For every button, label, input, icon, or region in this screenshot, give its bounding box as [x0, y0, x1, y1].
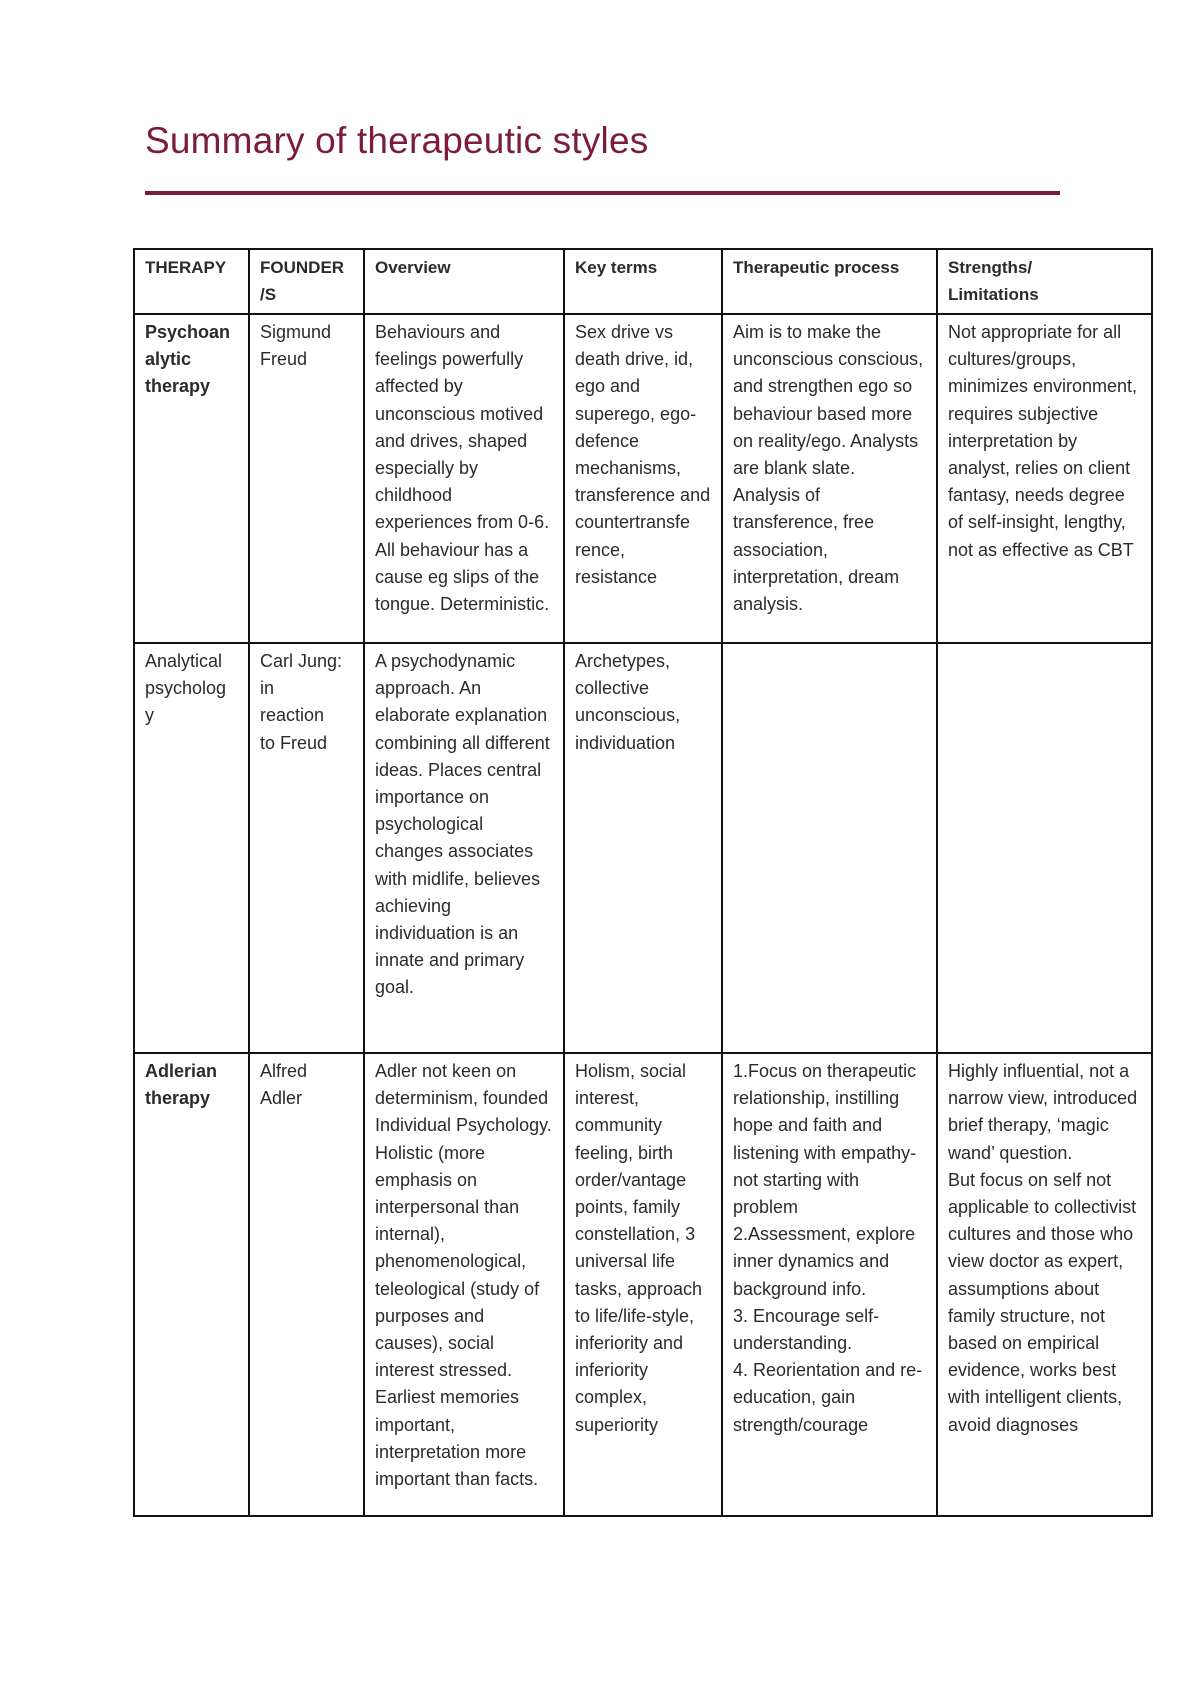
key-terms-cell: Holism, social interest, community feeling, birth order/vantage points, family constellation, 3 universal life tasks, approach to life/life-style, inferiority and inferiority complex, superiority [564, 1053, 722, 1516]
table-row [134, 643, 1152, 1053]
table-header-row [134, 249, 1152, 314]
key-terms-cell: Archetypes, collective unconscious, individuation [564, 643, 722, 1053]
strengths-cell: Not appropriate for all cultures/groups, minimizes environment, requires subjective interpretation by analyst, relies on client fantasy, needs degree of self-insight, lengthy, not as effective as CBT [937, 314, 1152, 643]
header-overview: Overview [364, 249, 564, 314]
founder-cell: Carl Jung: in reaction to Freud [249, 643, 364, 1053]
table-row [134, 314, 1152, 643]
overview-cell: Behaviours and feelings powerfully affected by unconscious motived and drives, shaped especially by childhood experiences from 0-6. All behaviour has a cause eg slips of the tongue. Deterministic. [364, 314, 564, 643]
header-therapy: THERAPY [134, 249, 249, 314]
table-row [134, 1053, 1152, 1516]
strengths-cell [937, 643, 1152, 1053]
therapy-summary-table [133, 248, 1153, 1517]
process-cell [722, 643, 937, 1053]
process-cell: Aim is to make the unconscious conscious, and strengthen ego so behaviour based more on reality/ego. Analysts are blank slate. Analysis of transference, free association, interpretation, dream analysis. [722, 314, 937, 643]
therapy-cell: Analytical psycholog y [134, 643, 249, 1053]
title-divider [145, 191, 1060, 195]
therapy-cell: Adlerian therapy [134, 1053, 249, 1516]
header-strengths-limitations: Strengths/ Limitations [937, 249, 1152, 314]
founder-cell: Sigmund Freud [249, 314, 364, 643]
founder-cell: Alfred Adler [249, 1053, 364, 1516]
therapy-cell: Psychoan alytic therapy [134, 314, 249, 643]
overview-cell: Adler not keen on determinism, founded Individual Psychology. Holistic (more emphasis on interpersonal than internal), phenomenological, teleological (study of purposes and causes), social interest stressed. Earliest memories important, interpretation more important than facts. [364, 1053, 564, 1516]
key-terms-cell: Sex drive vs death drive, id, ego and superego, ego-defence mechanisms, transference and countertransfe rence, resistance [564, 314, 722, 643]
page-title: Summary of therapeutic styles [145, 120, 649, 161]
header-therapeutic-process: Therapeutic process [722, 249, 937, 314]
process-cell: 1.Focus on therapeutic relationship, instilling hope and faith and listening with empathy- not starting with problem 2.Assessment, explore inner dynamics and background info. 3. Encourage self-understanding. 4. Reorientation and re-education, gain strength/courage [722, 1053, 937, 1516]
header-key-terms: Key terms [564, 249, 722, 314]
header-founder: FOUNDER /S [249, 249, 364, 314]
strengths-cell: Highly influential, not a narrow view, introduced brief therapy, ‘magic wand’ question. But focus on self not applicable to collectivist cultures and those who view doctor as expert, assumptions about family structure, not based on empirical evidence, works best with intelligent clients, avoid diagnoses [937, 1053, 1152, 1516]
overview-cell: A psychodynamic approach. An elaborate explanation combining all different ideas. Places central importance on psychological changes associates with midlife, believes achieving individuation is an innate and primary goal. [364, 643, 564, 1053]
